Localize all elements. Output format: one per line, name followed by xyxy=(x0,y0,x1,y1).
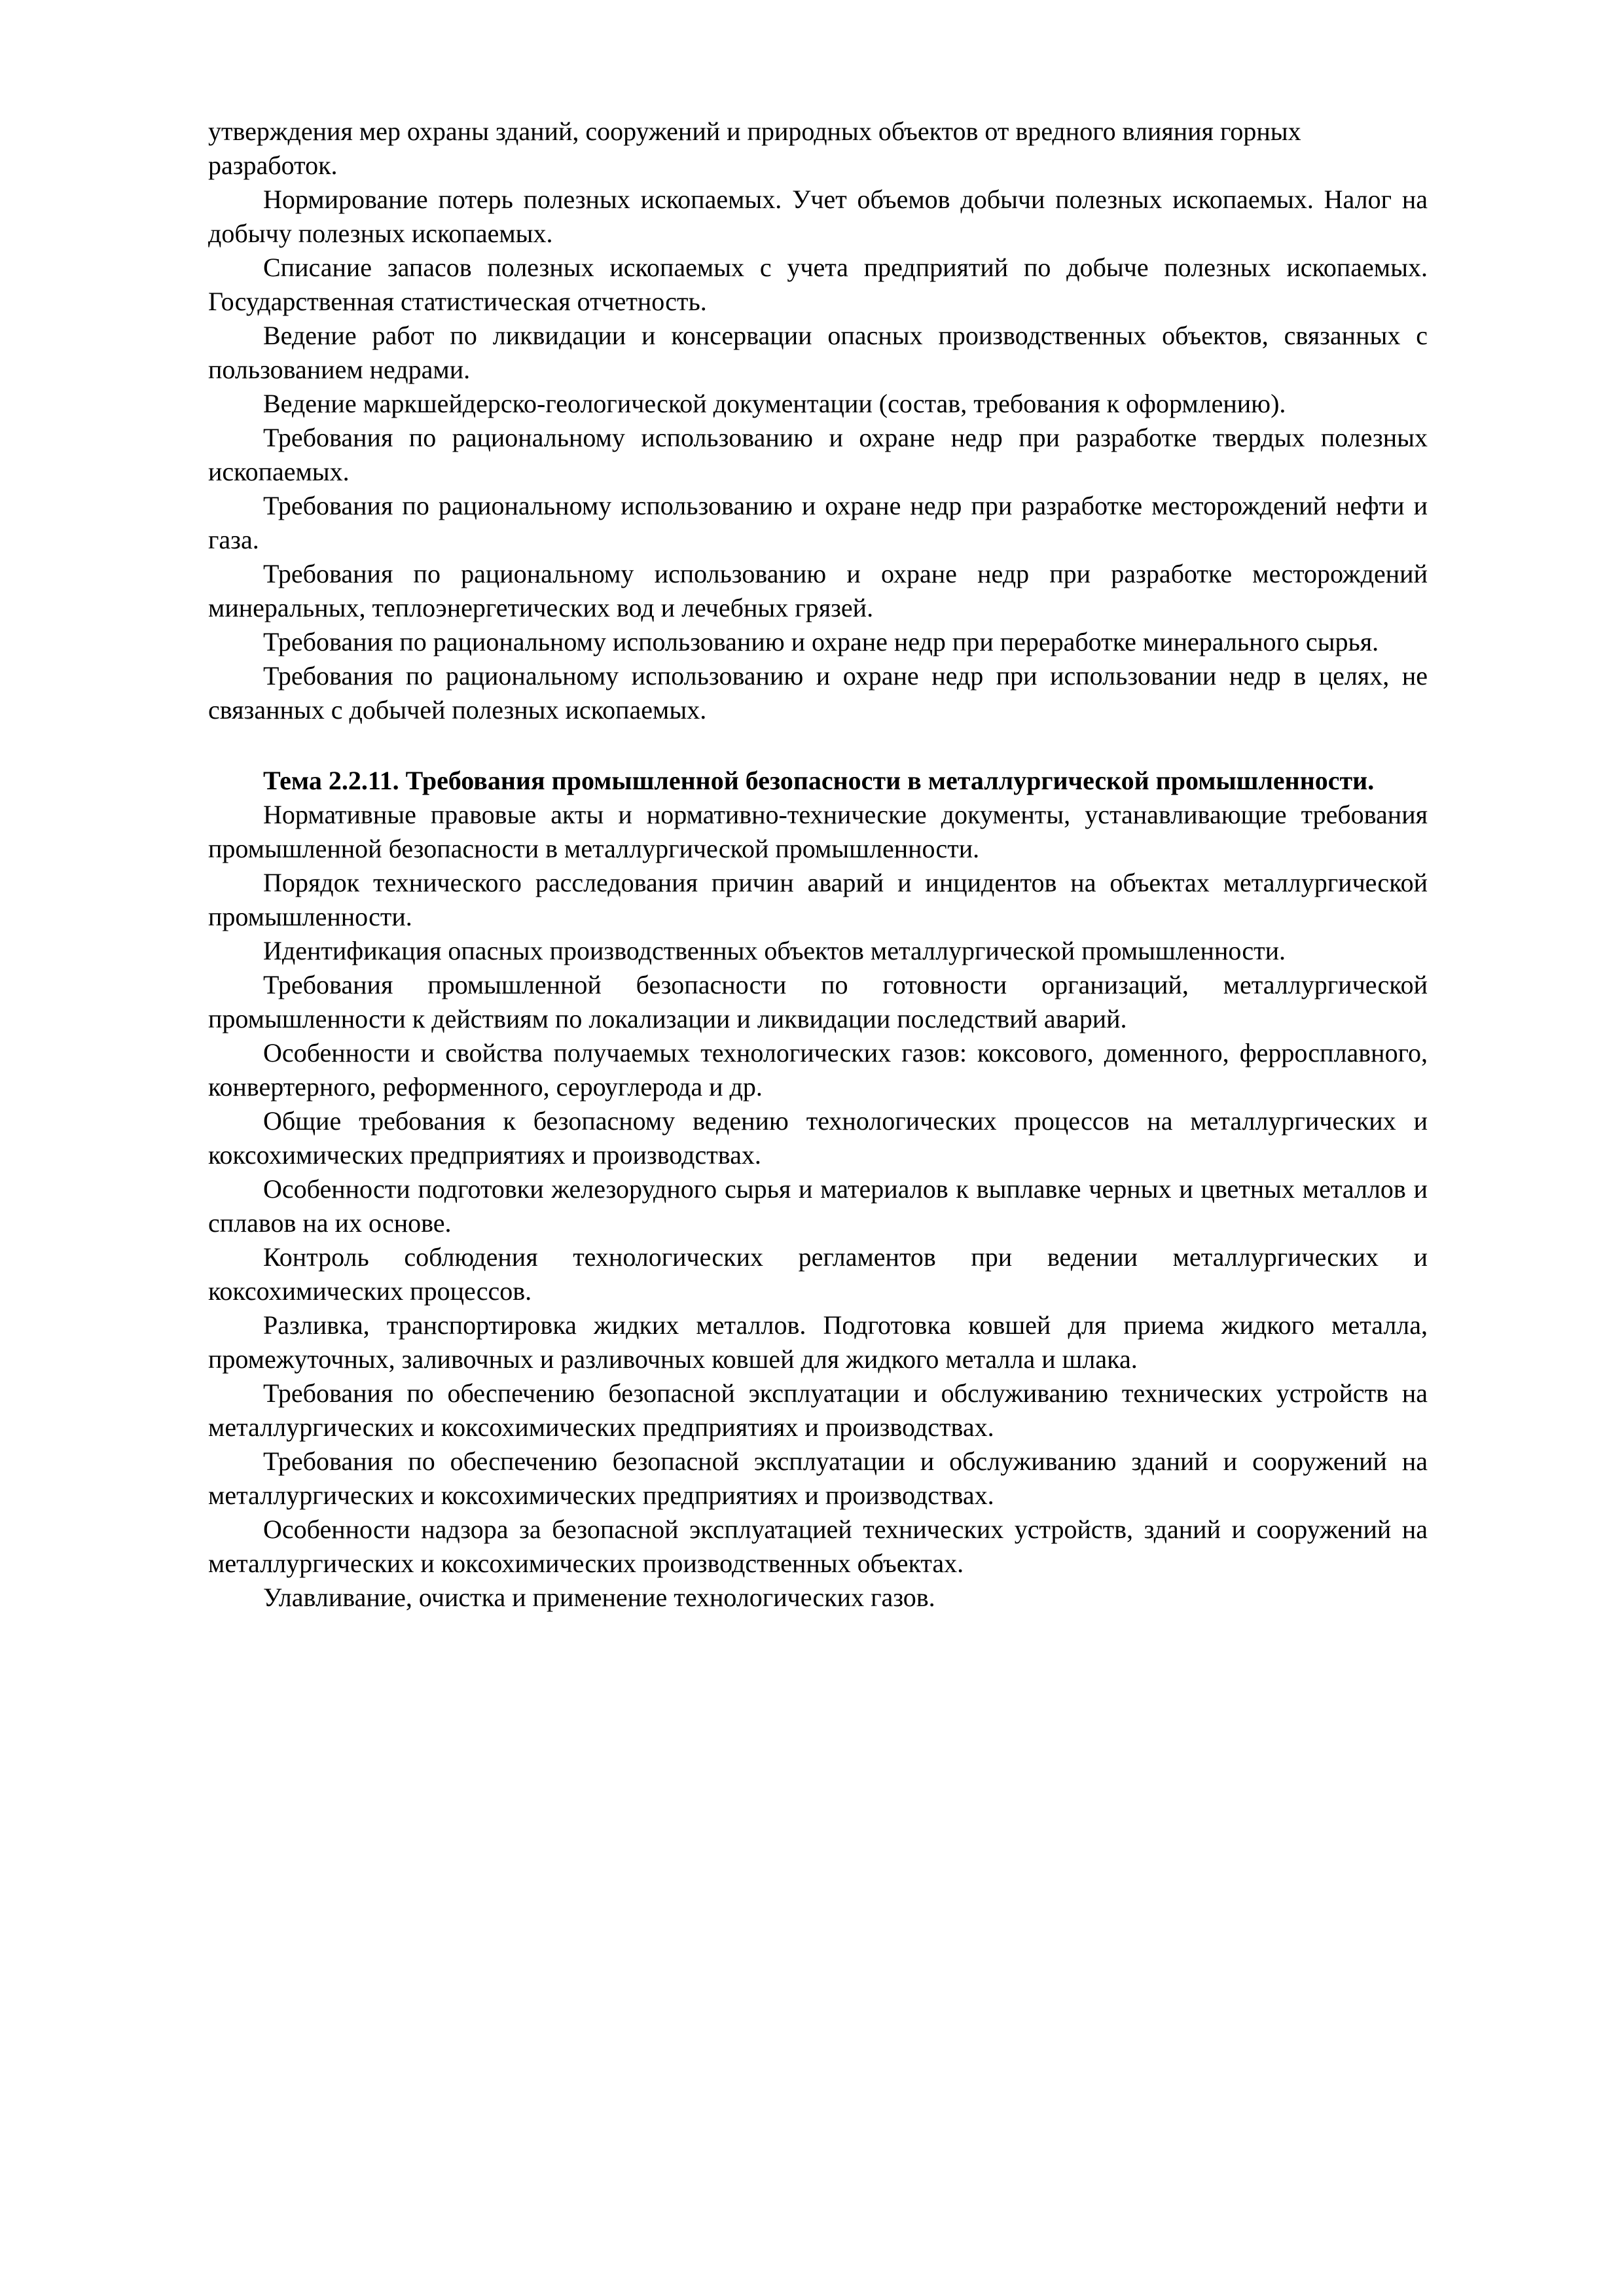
paragraph-ekspluataciya-zdanij: Требования по обеспечению безопасной эксплуатации и обслуживанию зданий и сооружений на металлургических и коксохимических предприятиях и производствах. xyxy=(208,1446,1428,1510)
paragraph-razlivka: Разливка, транспортировка жидких металлов. Подготовка ковшей для приема жидкого металла, промежуточных, заливочных и разливочных ковшей для жидкого металла и шлака. xyxy=(208,1310,1428,1374)
paragraph-gotovnost-organizacij: Требования промышленной безопасности по готовности организаций, металлургической промышленности к действиям по локализации и ликвидации последствий аварий. xyxy=(208,970,1428,1033)
paragraph-kontrol-reglamentov: Контроль соблюдения технологических регламентов при ведении металлургических и коксохимических процессов. xyxy=(208,1242,1428,1306)
paragraph-trebovaniya-vod: Требования по рациональному использованию и охране недр при разработке месторождений минеральных, теплоэнергетических вод и лечебных грязей. xyxy=(208,559,1428,622)
paragraph-ulavlivanie: Улавливание, очистка и применение технологических газов. xyxy=(263,1583,935,1612)
paragraph-markshejderskaya: Ведение маркшейдерско-геологической документации (состав, требования к оформлению). xyxy=(263,389,1286,418)
paragraph-trebovaniya-nefti: Требования по рациональному использованию и охране недр при разработке месторождений нефти и газа. xyxy=(208,491,1428,554)
paragraph-trebovaniya-tverdyh: Требования по рациональному использованию и охране недр при разработке твердых полезных ископаемых. xyxy=(208,423,1428,486)
paragraph-normirovanie: Нормирование потерь полезных ископаемых. Учет объемов добычи полезных ископаемых. Налог на добычу полезных ископаемых. xyxy=(208,185,1428,248)
paragraph-vedenie-rabot: Ведение работ по ликвидации и консервации опасных производственных объектов, связанных с пользованием недрами. xyxy=(208,321,1428,384)
paragraph-poryadok-rassledovaniya: Порядок технического расследования причин аварий и инцидентов на объектах металлургической промышленности. xyxy=(208,868,1428,931)
section-heading-tema-2-2-11: Тема 2.2.11. Требования промышленной безопасности в металлургической промышленности. xyxy=(263,766,1375,795)
paragraph-ekspluataciya-ustrojstv: Требования по обеспечению безопасной эксплуатации и обслуживанию технических устройств на металлургических и коксохимических предприятиях и производствах. xyxy=(208,1378,1428,1442)
paragraph-nadzor: Особенности надзора за безопасной эксплуатацией технических устройств, зданий и сооружений на металлургических и коксохимических производственных объектах. xyxy=(208,1515,1428,1578)
document-body xyxy=(208,115,1428,1615)
paragraph-normativnye-akty: Нормативные правовые акты и нормативно-технические документы, устанавливающие требования промышленной безопасности в металлургической промышленности. xyxy=(208,800,1428,863)
paragraph-podgotovka-syrya: Особенности подготовки железорудного сырья и материалов к выплавке черных и цветных металлов и сплавов на их основе. xyxy=(208,1174,1428,1238)
paragraph-continuation: утверждения мер охраны зданий, сооружений и природных объектов от вредного влияния горных разработок. xyxy=(208,117,1301,180)
paragraph-obshchie-trebovaniya: Общие требования к безопасному ведению технологических процессов на металлургических и коксохимических предприятиях и производствах. xyxy=(208,1106,1428,1170)
paragraph-trebovaniya-pererabotke: Требования по рациональному использованию и охране недр при переработке минерального сырья. xyxy=(263,627,1379,656)
paragraph-osobennosti-gazov: Особенности и свойства получаемых технологических газов: коксового, доменного, ферросплавного, конвертерного, реформенного, сероуглерода и др. xyxy=(208,1038,1428,1102)
paragraph-identifikaciya: Идентификация опасных производственных объектов металлургической промышленности. xyxy=(263,936,1286,965)
paragraph-trebovaniya-ispolzovanii: Требования по рациональному использованию и охране недр при использовании недр в целях, не связанных с добычей полезных ископаемых. xyxy=(208,661,1428,725)
paragraph-spisanie: Списание запасов полезных ископаемых с учета предприятий по добыче полезных ископаемых. Государственная статистическая отчетность. xyxy=(208,253,1428,316)
